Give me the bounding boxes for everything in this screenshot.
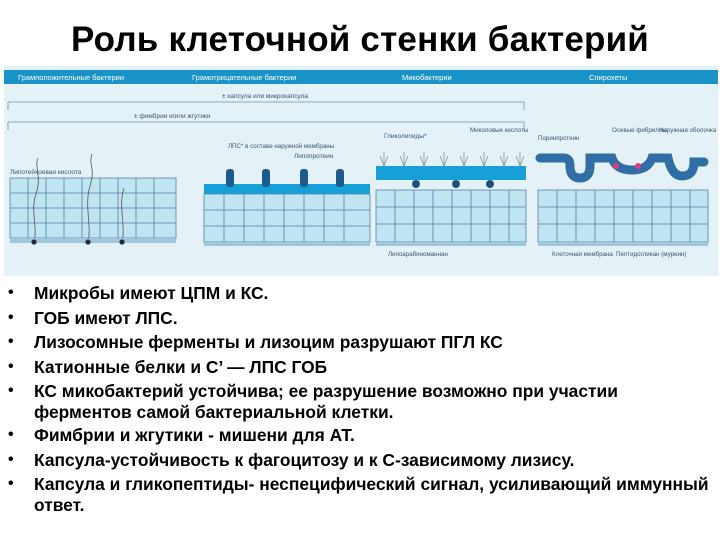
porin-label: Поринпротеин	[538, 135, 580, 142]
panel-mycobacteria	[376, 152, 526, 258]
mycolic-label: Миколовые кислоты	[470, 127, 529, 134]
header-gram-negative: Грамотрицательные бактерии	[192, 73, 297, 82]
bullet-marker: •	[8, 426, 14, 443]
lipoarabinomannan-label: Липоарабиноманнан	[388, 251, 448, 258]
lipoprotein-label: Липопротеин	[294, 153, 334, 160]
bullet-text: Лизосомные ферменты и лизоцим разрушают ПГЛ КС	[34, 332, 503, 352]
lps-label: ЛПС* в составе наружной мембраны	[228, 143, 335, 150]
bullet-item	[8, 425, 713, 446]
axial-fibrils-label: Осевые фибриллы	[612, 127, 667, 134]
page-title: Роль клеточной стенки бактерий	[70, 20, 650, 59]
bullet-marker: •	[8, 333, 14, 350]
capsule-label: ± капсула или микрокапсула	[222, 93, 308, 100]
bullet-text: Микробы имеют ЦПМ и КС.	[34, 283, 269, 303]
bullet-marker: •	[8, 284, 14, 301]
glycolipids-label: Гликолипиды*	[384, 133, 427, 140]
bullet-list	[8, 283, 713, 519]
bullet-item	[8, 450, 713, 471]
fimbriae-label: ± фимбрии и/или жгутики	[134, 113, 211, 120]
bullet-text: Капсула-устойчивость к фагоцитозу и к С-зависимому лизису.	[34, 449, 575, 470]
bullet-marker: •	[8, 450, 14, 468]
bullet-marker: •	[8, 308, 14, 326]
bullet-marker: •	[8, 357, 14, 375]
cell-wall-diagram	[4, 66, 718, 276]
membrane-label: Клеточная мембрана	[552, 251, 613, 258]
bullet-item	[8, 283, 713, 304]
outer-sheath-label: Наружная оболочка	[659, 127, 717, 134]
bullet-text: Катионные белки и С’ — ЛПС ГОБ	[34, 356, 328, 377]
bullet-text: Фимбрии и жгутики - мишени для АТ.	[34, 425, 355, 445]
bullet-marker: •	[8, 475, 14, 492]
bullet-item	[8, 474, 713, 515]
header-mycobacteria: Микобактерии	[402, 73, 452, 82]
bullet-item	[8, 308, 713, 329]
bullet-text: ГОБ имеют ЛПС.	[34, 307, 178, 328]
bullet-text: КС микобактерий устойчива; ее разрушение возможно при участии ферментов самой бактериальной клетки.	[34, 381, 618, 422]
bullet-item	[8, 332, 713, 353]
bullet-marker: •	[8, 382, 14, 399]
peptidoglycan-label: Пептидогликан (муреин)	[616, 251, 687, 258]
lipoteichoic-label: Липотейхоевая кислота	[10, 169, 82, 176]
bullet-item	[8, 381, 713, 422]
header-gram-positive: Грамположительные бактерии	[18, 73, 125, 82]
bullet-item	[8, 357, 713, 378]
bullet-text: Капсула и гликопептиды- неспецифический сигнал, усиливающий иммунный ответ.	[34, 474, 709, 515]
header-spirochetes: Спирохеты	[589, 73, 628, 82]
